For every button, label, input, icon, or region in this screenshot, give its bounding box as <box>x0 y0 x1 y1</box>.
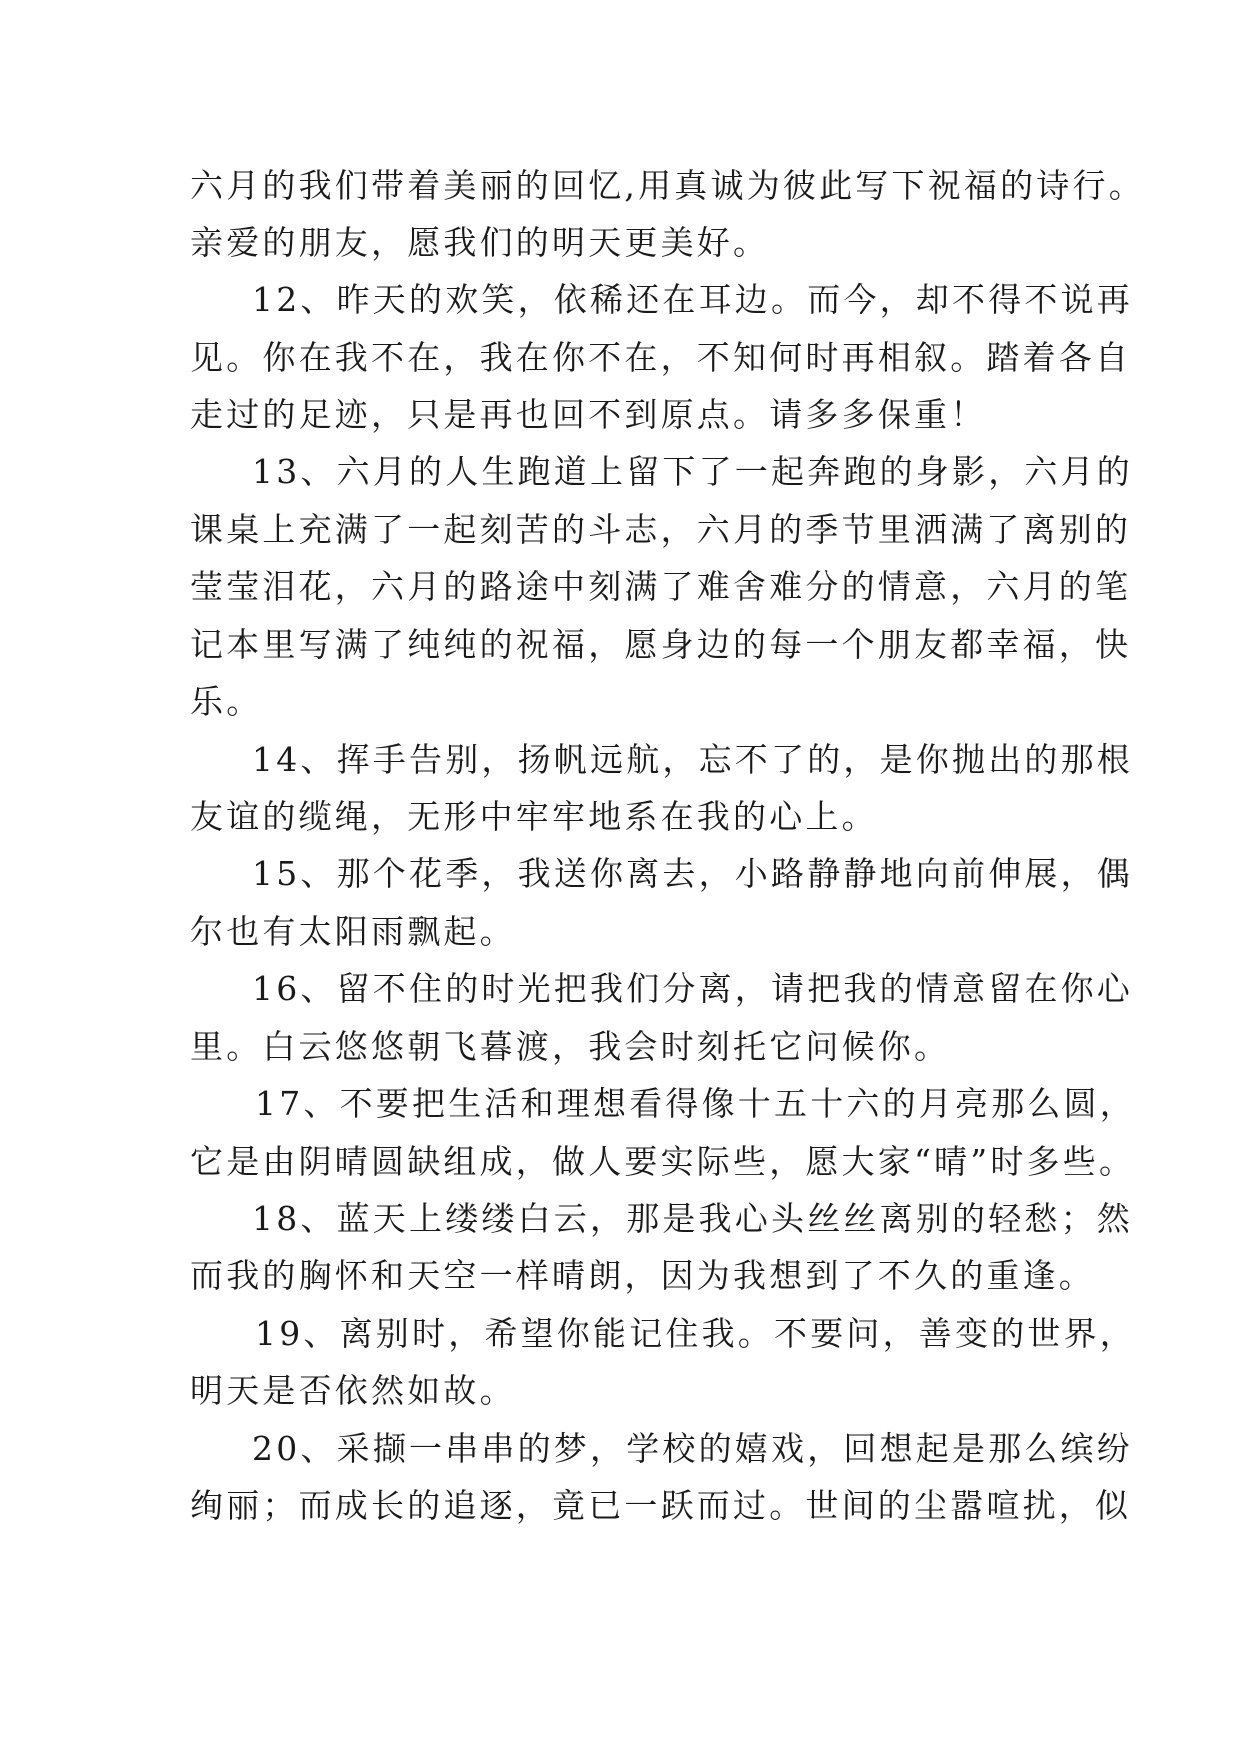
text-line: 乐。 <box>190 682 263 721</box>
text-line: 19、离别时，希望你能记住我。不要问，善变的世界， <box>255 1314 1136 1353</box>
text-line: 17、不要把生活和理想看得像十五十六的月亮那么圆， <box>255 1084 1136 1123</box>
text-line: 20、采撷一串串的梦，学校的嬉戏，回想起是那么缤纷 <box>252 1429 1133 1468</box>
text-line: 莹莹泪花，六月的路途中刻满了难舍难分的情意，六月的笔 <box>190 567 1132 606</box>
text-line: 记本里写满了纯纯的祝福，愿身边的每一个朋友都幸福，快 <box>190 625 1132 664</box>
text-line: 课桌上充满了一起刻苦的斗志，六月的季节里洒满了离别的 <box>190 510 1132 549</box>
text-line: 它是由阴晴圆缺组成，做人要实际些，愿大家“晴”时多些。 <box>190 1142 1136 1181</box>
text-line: 亲爱的朋友，愿我们的明天更美好。 <box>190 223 770 262</box>
text-line: 里。白云悠悠朝飞暮渡，我会时刻托它问候你。 <box>190 1027 951 1066</box>
text-line: 尔也有太阳雨飘起。 <box>190 912 516 951</box>
text-line: 走过的足迹，只是再也回不到原点。请多多保重！ <box>190 395 987 434</box>
text-line: 13、六月的人生跑道上留下了一起奔跑的身影，六月的 <box>252 452 1133 491</box>
text-line: 16、留不住的时光把我们分离，请把我的情意留在你心 <box>252 969 1133 1008</box>
text-line: 六月的我们带着美丽的回忆,用真诚为彼此写下祝福的诗行。 <box>190 166 1145 205</box>
text-line: 明天是否依然如故。 <box>190 1371 516 1410</box>
text-line: 18、蓝天上缕缕白云，那是我心头丝丝离别的轻愁；然 <box>252 1199 1133 1238</box>
text-line: 12、昨天的欢笑，依稀还在耳边。而今，却不得不说再 <box>252 280 1133 319</box>
text-line: 15、那个花季，我送你离去，小路静静地向前伸展，偶 <box>252 854 1133 893</box>
text-line: 见。你在我不在，我在你不在，不知何时再相叙。踏着各自 <box>190 338 1132 377</box>
text-line: 14、挥手告别，扬帆远航，忘不了的，是你抛出的那根 <box>252 740 1133 779</box>
text-line: 友谊的缆绳，无形中牢牢地系在我的心上。 <box>190 797 878 836</box>
text-line: 绚丽；而成长的追逐，竟已一跃而过。世间的尘嚣喧扰，似 <box>190 1486 1132 1525</box>
text-line: 而我的胸怀和天空一样晴朗，因为我想到了不久的重逢。 <box>190 1256 1095 1295</box>
